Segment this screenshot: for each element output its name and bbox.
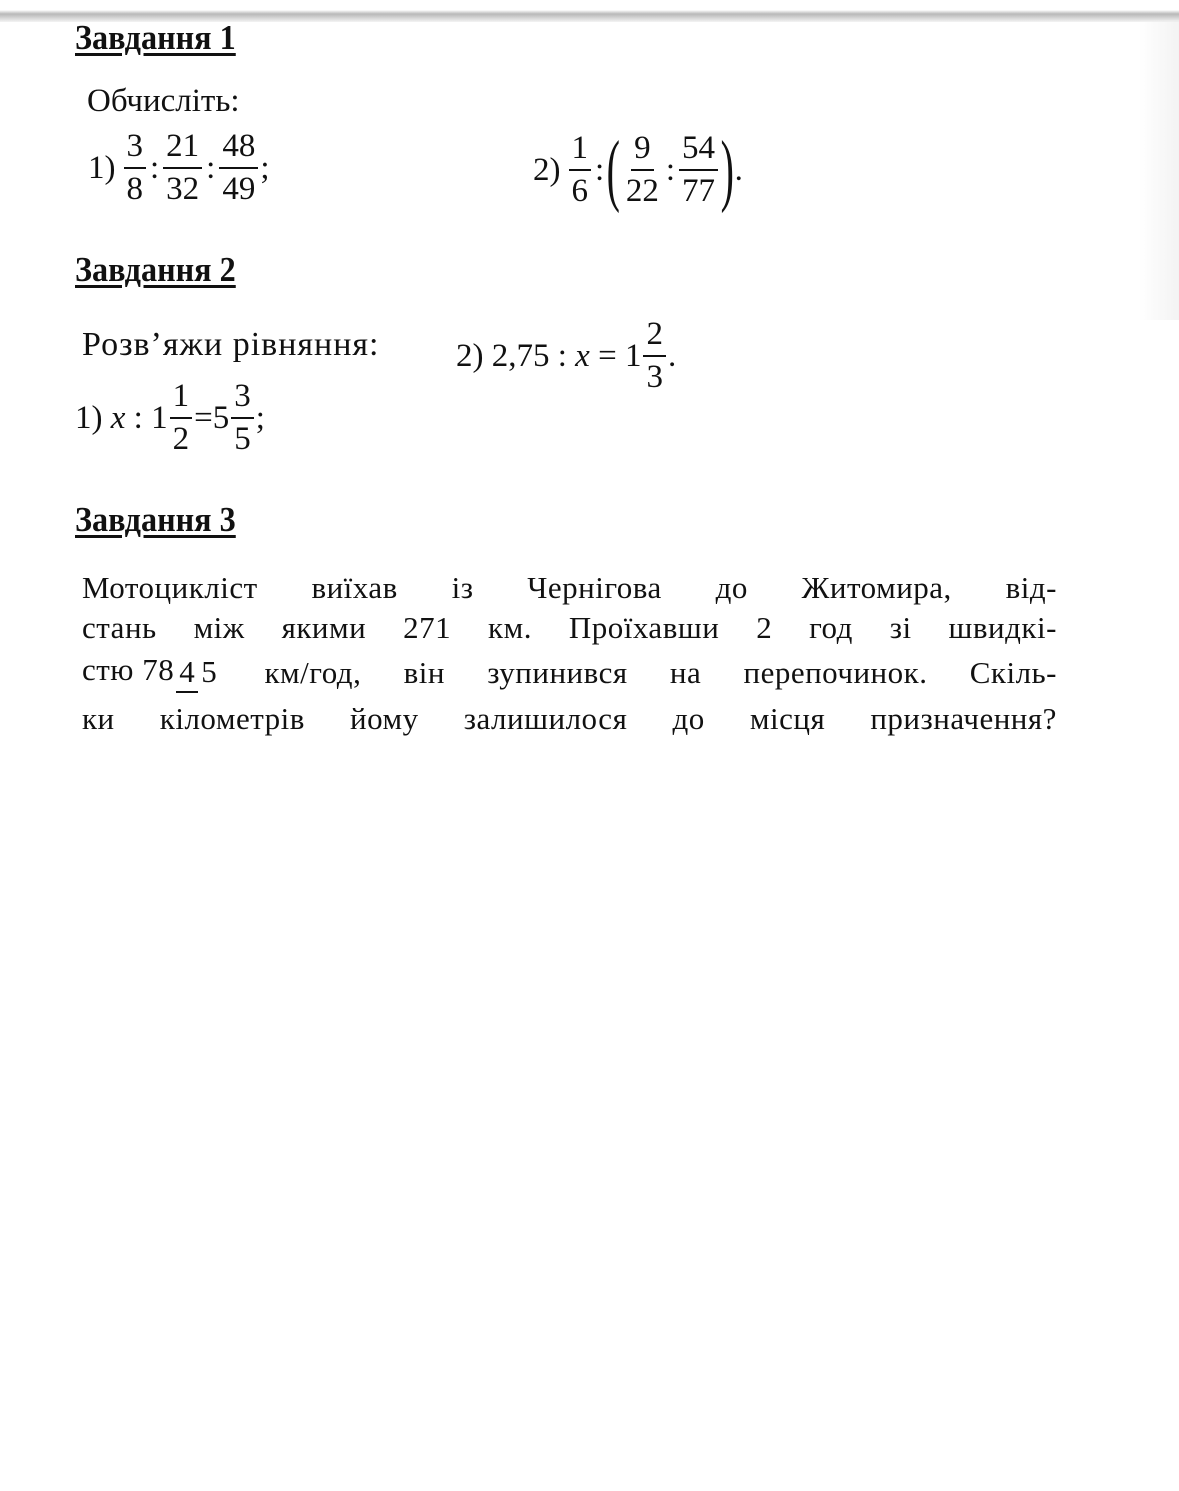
end: ; <box>255 399 265 436</box>
task1-prompt: Обчисліть: <box>87 83 240 119</box>
label: 1) <box>88 149 116 186</box>
task1-exercise-2 <box>533 126 743 214</box>
word: Проїхавши <box>568 610 720 645</box>
word: до <box>672 701 705 737</box>
task1-exercise-1 <box>88 130 270 206</box>
task1-title: Завдання 1 <box>75 18 236 57</box>
end: ; <box>260 149 270 186</box>
word: Скіль- <box>969 654 1057 690</box>
text-line <box>82 570 1057 606</box>
variable: x <box>575 337 590 374</box>
word: Житомира, <box>801 570 952 605</box>
divide: : <box>150 149 160 186</box>
word: км/год, <box>264 654 362 690</box>
text-line <box>82 652 1057 693</box>
fraction: 48 49 <box>219 130 258 206</box>
word: 2 <box>756 610 773 645</box>
divide: : <box>206 149 216 186</box>
left-paren: ( <box>606 126 621 214</box>
end: . <box>667 337 677 374</box>
word: він <box>403 654 445 690</box>
fraction: 3 5 <box>231 380 254 456</box>
word: від- <box>1005 570 1057 605</box>
end: . <box>734 151 743 188</box>
whole: 1 <box>624 337 642 374</box>
word: із <box>451 570 474 605</box>
word: призначення? <box>870 701 1057 737</box>
word: км. <box>488 610 532 645</box>
task2-prompt: Розв’яжи рівняння: <box>82 326 380 363</box>
fraction: 3 8 <box>124 130 147 206</box>
whole: 1 <box>151 399 168 436</box>
fraction: 2 3 <box>643 318 666 394</box>
whole: 5 <box>212 399 230 436</box>
word: залишилося <box>463 701 628 737</box>
divide: : <box>557 337 567 374</box>
text-line <box>82 610 1057 646</box>
task2-equation-2 <box>456 318 676 394</box>
task2-equation-1 <box>75 380 265 456</box>
label: 2) <box>533 151 561 188</box>
word: швидкі- <box>948 610 1057 645</box>
right-paren: ) <box>720 126 734 214</box>
word: місця <box>749 701 826 737</box>
fraction: 9 22 <box>625 130 659 209</box>
word: до <box>715 570 748 605</box>
word: на <box>669 654 702 690</box>
word: між <box>193 610 245 645</box>
equals: = <box>194 399 213 436</box>
word: 271 <box>403 610 452 645</box>
task3-title: Завдання 3 <box>75 500 236 539</box>
speed-value: стю 78 4 5 <box>82 652 222 693</box>
word: стань <box>82 610 157 645</box>
fraction: $\frac{1}{2}$ <box>170 380 193 456</box>
text-line <box>82 701 1057 737</box>
divide: : <box>595 151 605 188</box>
fraction: 54 77 <box>679 132 718 208</box>
word: кілометрів <box>159 701 305 737</box>
number: 2,75 <box>491 337 550 374</box>
word: перепочинок. <box>743 654 928 690</box>
word: виїхав <box>311 570 398 605</box>
word: Чернігова <box>527 570 662 605</box>
divide: : <box>133 399 143 436</box>
word: зі <box>889 610 912 645</box>
word: йому <box>350 701 419 737</box>
divide: : <box>665 151 675 188</box>
fraction: 21 32 <box>163 130 202 206</box>
label: 1) <box>75 399 103 436</box>
fraction: 1 6 <box>569 132 592 208</box>
variable: x <box>110 399 126 436</box>
page-edge-shade <box>1139 20 1179 320</box>
equals: = <box>598 337 617 374</box>
word: Мотоцикліст <box>82 570 258 605</box>
word: якими <box>281 610 367 645</box>
task3-problem-text <box>82 570 1057 737</box>
task2-title: Завдання 2 <box>75 250 236 289</box>
word: ки <box>82 701 115 737</box>
label: 2) <box>456 337 484 374</box>
word: год <box>809 610 853 645</box>
word: зупинився <box>487 654 628 690</box>
